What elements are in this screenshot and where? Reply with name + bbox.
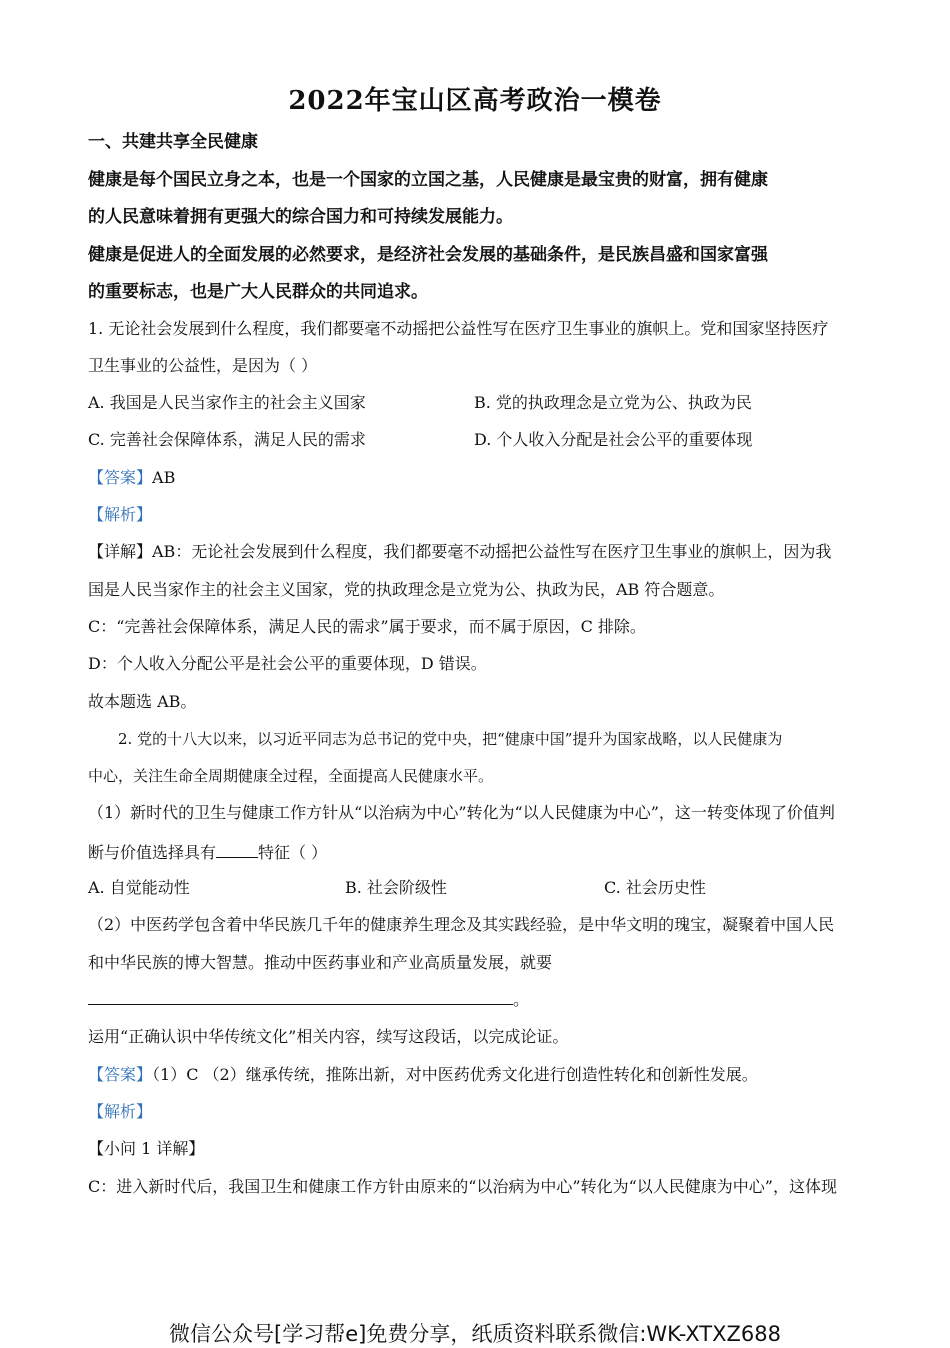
q1-detail: 国是人民当家作主的社会主义国家，党的执政理念是立党为公、执政为民，AB 符合题意。 [88,580,725,599]
q1-option-a: A. 我国是人民当家作主的社会主义国家 [88,393,366,412]
answer-value: （1）C （2）继承传统，推陈出新，对中医药优秀文化进行创造性转化和创新性发展。 [152,1065,758,1084]
q2-detail: C：进入新时代后，我国卫生和健康工作方针由原来的“以治病为中心”转化为“以人民健康为中心”，这体现 [88,1177,837,1196]
q1-option-b: B. 党的执政理念是立党为公、执政为民 [474,393,752,412]
q2-stem: 2. 党的十八大以来，以习近平同志为总书记的党中央，把“健康中国”提升为国家战略，以人民健康为 [118,730,783,748]
q1-answer [88,468,175,488]
q2-sub1: （1）新时代的卫生与健康工作方针从“以治病为中心”转化为“以人民健康为中心”，这一转变体现了价值判 [88,803,835,822]
q1-option-c: C. 完善社会保障体系，满足人民的需求 [88,430,366,449]
small-question-tag: 【小问 1 详解】 [88,1139,205,1158]
q2-sub2-instruction: 运用“正确认识中华传统文化”相关内容，续写这段话，以完成论证。 [88,1027,569,1046]
answer-tag: 【答案】 [88,1065,153,1084]
page-title: 2022年宝山区高考政治一模卷 [288,86,662,116]
answer-tag: 【答案】 [88,468,153,487]
intro-line: 健康是每个国民立身之本，也是一个国家的立国之基，人民健康是最宝贵的财富，拥有健康 [88,170,768,190]
q2-sub1-text: 特征（ ） [258,843,328,862]
footer-watermark: 微信公众号[学习帮e]免费分享，纸质资料联系微信:WK-XTXZ688 [169,1322,781,1346]
q2-sub1-text: 断与价值选择具有 [88,843,217,862]
blank-end-mark: 。 [513,990,530,1009]
q2-option-a: A. 自觉能动性 [88,878,190,897]
intro-line: 健康是促进人的全面发展的必然要求，是经济社会发展的基础条件，是民族昌盛和国家富强 [88,245,768,265]
q2-sub2: 和中华民族的博大智慧。推动中医药事业和产业高质量发展，就要 [88,953,553,972]
q2-option-b: B. 社会阶级性 [345,878,447,897]
q2-stem: 中心，关注生命全周期健康全过程，全面提高人民健康水平。 [88,767,494,785]
fill-blank [216,841,258,858]
q2-analysis-tag: 【解析】 [88,1102,153,1121]
intro-line: 的人民意味着拥有更强大的综合国力和可持续发展能力。 [88,207,513,227]
q2-option-c: C. 社会历史性 [604,878,706,897]
intro-line: 的重要标志，也是广大人民群众的共同追求。 [88,282,428,302]
q1-detail: 【详解】AB：无论社会发展到什么程度，我们都要毫不动摇把公益性写在医疗卫生事业的旗帜上，因为我 [88,542,832,561]
q1-option-d: D. 个人收入分配是社会公平的重要体现 [474,430,753,449]
answer-blank-line [88,1003,513,1005]
q2-sub1-line2 [88,841,327,863]
q1-stem: 卫生事业的公益性，是因为（ ） [88,356,318,375]
q1-detail: D：个人收入分配公平是社会公平的重要体现，D 错误。 [88,654,487,673]
q1-stem: 1. 无论社会发展到什么程度，我们都要毫不动摇把公益性写在医疗卫生事业的旗帜上。党和国家坚持医疗 [88,319,829,338]
q1-analysis-tag: 【解析】 [88,505,153,524]
q1-detail: C：“完善社会保障体系，满足人民的需求”属于要求，而不属于原因，C 排除。 [88,617,646,636]
answer-value: AB [152,468,176,487]
q2-sub2: （2）中医药学包含着中华民族几千年的健康养生理念及其实践经验，是中华文明的瑰宝，凝聚着中国人民 [88,915,835,934]
section-heading: 一、共建共享全民健康 [88,132,258,152]
q2-answer [88,1065,758,1085]
q1-conclusion: 故本题选 AB。 [88,692,197,711]
